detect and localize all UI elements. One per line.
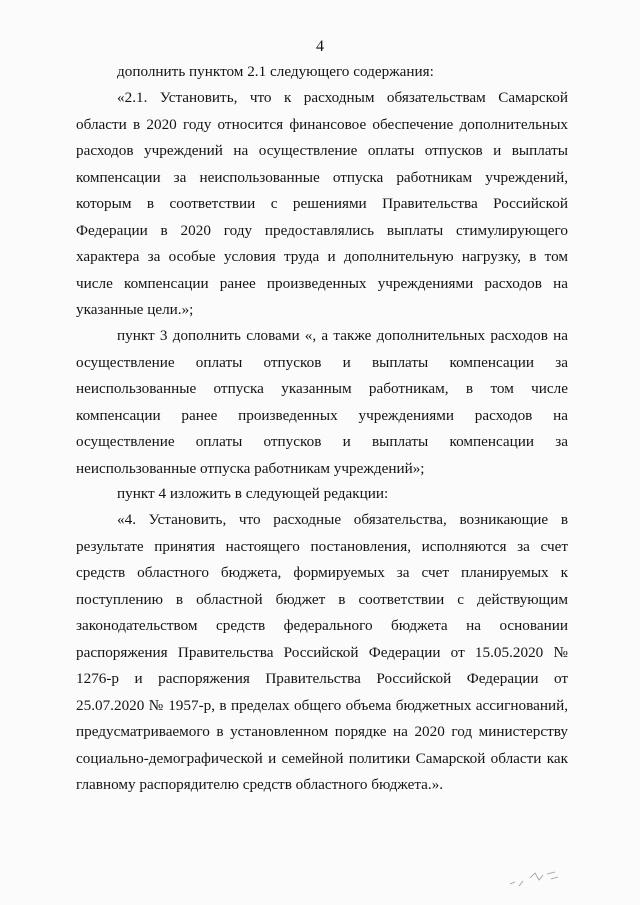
paragraph-clause-2-1: «2.1. Установить, что к расходным обязательствам Самарской области в 2020 году относится финансовое обеспечение дополнительных расходов учреждений на осуществление оплаты отпусков и выплаты компенсации за неиспользованные отпуска работникам учреждений, которым в соответствии с решениями Правительства Российской Федерации в 2020 году предоставлялись выплаты стимулирующего характера за особые условия труда и дополнительную нагрузку, в том числе компенсации ранее произведенных учреждениями расходов на указанные цели.»;	[76, 89, 568, 318]
paragraph-clause-4: «4. Установить, что расходные обязательства, возникающие в результате принятия настоящего постановления, исполняются за счет средств областного бюджета, формируемых за счет планируемых к поступлению в областной бюджет в соответствии с действующим законодательством средств федерального бюджета на основании распоряжения Правительства Российской Федерации от 15.05.2020 № 1276-р и распоряжения Правительства Российской Федерации от 25.07.2020 № 1957-р, в пределах общего объема бюджетных ассигнований, предусматриваемого в установленном порядке на 2020 год министерству социально-демографической и семейной политики Самарской области как главному распорядителю средств областного бюджета.».	[76, 511, 568, 793]
paragraph-intro: дополнить пунктом 2.1 следующего содержания:	[117, 63, 434, 80]
ink-mark	[505, 864, 565, 894]
page-number: 4	[316, 38, 324, 55]
paragraph-clause-3: пункт 3 дополнить словами «, а также дополнительных расходов на осуществление оплаты отпусков и выплаты компенсации за неиспользованные отпуска указанным работникам, в том числе компенсации ранее произведенных учреждениями расходов на осуществление оплаты отпусков и выплаты компенсации за неиспользованные отпуска работникам учреждений»;	[76, 327, 568, 477]
paragraph-clause-4-intro: пункт 4 изложить в следующей редакции:	[117, 485, 389, 502]
